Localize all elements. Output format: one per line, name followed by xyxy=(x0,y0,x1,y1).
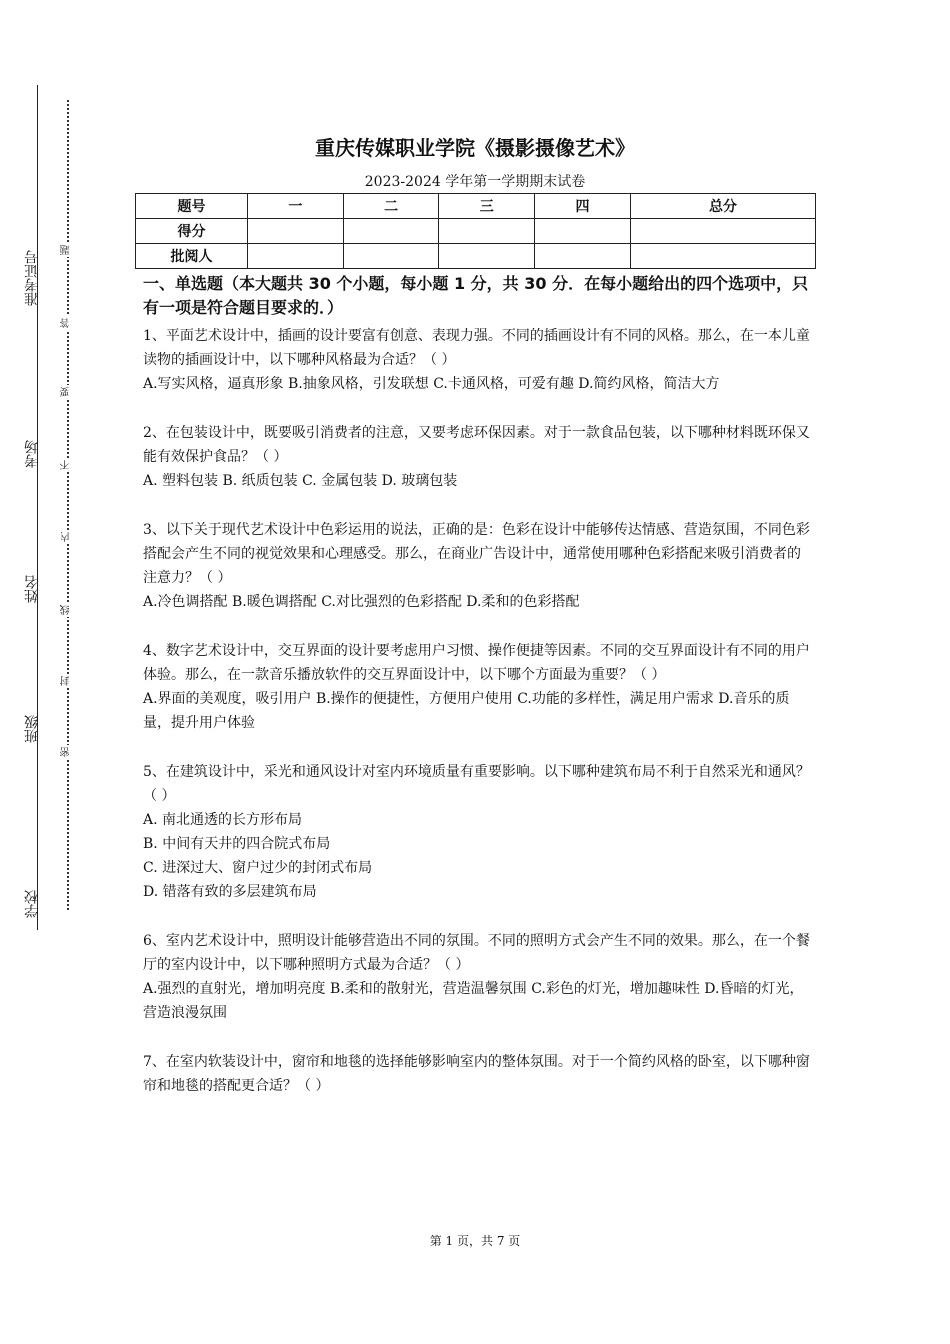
question-4 xyxy=(143,639,813,735)
binding-line xyxy=(37,85,38,930)
question-stem: 1、平面艺术设计中，插画的设计要富有创意、表现力强。不同的插画设计有不同的风格。那么，在一本儿童读物的插画设计中，以下哪种风格最为合适？（ ） xyxy=(143,328,810,368)
question-options: A.写实风格，逼真形象 B.抽象风格，引发联想 C.卡通风格，可爱有趣 D.简约风格，简洁大方 xyxy=(143,376,720,392)
score-table-header-row xyxy=(136,194,816,219)
score-input-cell[interactable] xyxy=(248,219,344,244)
score-table-cell: 总分 xyxy=(630,194,815,219)
question-stem: 6、室内艺术设计中，照明设计能够营造出不同的氛围。不同的照明方式会产生不同的效果。那么，在一个餐厅的室内设计中，以下哪种照明方式最为合适？（ ） xyxy=(143,933,810,973)
question-options: A.冷色调搭配 B.暖色调搭配 C.对比强烈的色彩搭配 D.柔和的色彩搭配 xyxy=(143,594,580,610)
question-stem: 2、在包装设计中，既要吸引消费者的注意，又要考虑环保因素。对于一款食品包装，以下哪种材料既环保又能有效保护食品？（ ） xyxy=(143,425,810,465)
question-2 xyxy=(143,421,813,493)
grader-input-cell[interactable] xyxy=(439,244,535,269)
seal-word: 线 xyxy=(61,605,72,615)
score-table-cell: 三 xyxy=(439,194,535,219)
seal-dotted-line xyxy=(67,100,69,910)
question-1 xyxy=(143,324,813,396)
binding-field-school: 学校 xyxy=(24,890,40,918)
score-input-cell[interactable] xyxy=(343,219,439,244)
seal-word: 内 xyxy=(61,532,72,542)
question-7 xyxy=(143,1050,813,1098)
section-heading: 一、单选题（本大题共 30 个小题，每小题 1 分，共 30 分．在每小题给出的四个选项中，只有一项是符合题目要求的．） xyxy=(143,274,809,317)
score-table-cell: 四 xyxy=(535,194,631,219)
binding-field-exam-room: 考场 xyxy=(24,440,40,468)
seal-word: 封 xyxy=(61,676,72,686)
question-stem: 4、数字艺术设计中，交互界面的设计要考虑用户习惯、操作便捷等因素。不同的交互界面设计有不同的用户体验。那么，在一款音乐播放软件的交互界面设计中，以下哪个方面最为重要？（ ） xyxy=(143,643,810,683)
score-table-cell: 题号 xyxy=(136,194,248,219)
grader-input-cell[interactable] xyxy=(343,244,439,269)
question-stem: 3、以下关于现代艺术设计中色彩运用的说法，正确的是：色彩在设计中能够传达情感、营造氛围，不同色彩搭配会产生不同的视觉效果和心理感受。那么，在商业广告设计中，通常使用哪种色彩搭配来吸引消费者的注意力？（ ） xyxy=(143,522,810,586)
question-option-c: C. 进深过大、窗户过少的封闭式布局 xyxy=(143,860,373,876)
score-table-row xyxy=(136,219,816,244)
grader-input-cell[interactable] xyxy=(248,244,344,269)
score-input-cell[interactable] xyxy=(630,219,815,244)
score-table-cell: 二 xyxy=(343,194,439,219)
question-5 xyxy=(143,760,813,904)
binding-field-class: 班级 xyxy=(24,715,40,743)
question-option-b: B. 中间有天井的四合院式布局 xyxy=(143,836,331,852)
score-table-row-label: 批阅人 xyxy=(136,244,248,269)
seal-word: 要 xyxy=(61,387,72,397)
question-options: A. 塑料包装 B. 纸质包装 C. 金属包装 D. 玻璃包装 xyxy=(143,473,458,489)
seal-word: 题 xyxy=(61,245,72,255)
score-table-row-label: 得分 xyxy=(136,219,248,244)
question-option-a: A. 南北通透的长方形布局 xyxy=(143,812,303,828)
question-options: A.强烈的直射光，增加明亮度 B.柔和的散射光，营造温馨氛围 C.彩色的灯光，增加趣味性 D.昏暗的灯光，营造浪漫氛围 xyxy=(143,981,804,1021)
score-table xyxy=(135,193,816,269)
question-option-d: D. 错落有致的多层建筑布局 xyxy=(143,884,317,900)
score-table-row xyxy=(136,244,816,269)
score-input-cell[interactable] xyxy=(439,219,535,244)
question-stem: 7、在室内软装设计中，窗帘和地毯的选择能够影响室内的整体氛围。对于一个简约风格的卧室，以下哪种窗帘和地毯的搭配更合适？（ ） xyxy=(143,1054,810,1094)
binding-field-exam-id: 准考证号 xyxy=(24,250,40,306)
exam-content xyxy=(143,272,813,1123)
exam-title: 重庆传媒职业学院《摄影摄像艺术》 xyxy=(315,136,635,160)
grader-input-cell[interactable] xyxy=(535,244,631,269)
score-table-cell: 一 xyxy=(248,194,344,219)
page-footer: 第 1 页，共 7 页 xyxy=(429,1234,521,1248)
question-3 xyxy=(143,518,813,614)
seal-word: 不 xyxy=(61,460,72,470)
score-input-cell[interactable] xyxy=(535,219,631,244)
seal-word: 答 xyxy=(61,318,72,328)
question-stem: 5、在建筑设计中，采光和通风设计对室内环境质量有重要影响。以下哪种建筑布局不利于自然采光和通风？（ ） xyxy=(143,764,810,804)
seal-word: 密 xyxy=(61,747,72,757)
question-6 xyxy=(143,929,813,1025)
exam-subtitle: 2023-2024 学年第一学期期末试卷 xyxy=(364,174,586,190)
question-options: A.界面的美观度，吸引用户 B.操作的便捷性，方便用户使用 C.功能的多样性，满足用户需求 D.音乐的质量，提升用户体验 xyxy=(143,691,790,731)
grader-input-cell[interactable] xyxy=(630,244,815,269)
binding-field-name: 姓名 xyxy=(24,575,40,603)
